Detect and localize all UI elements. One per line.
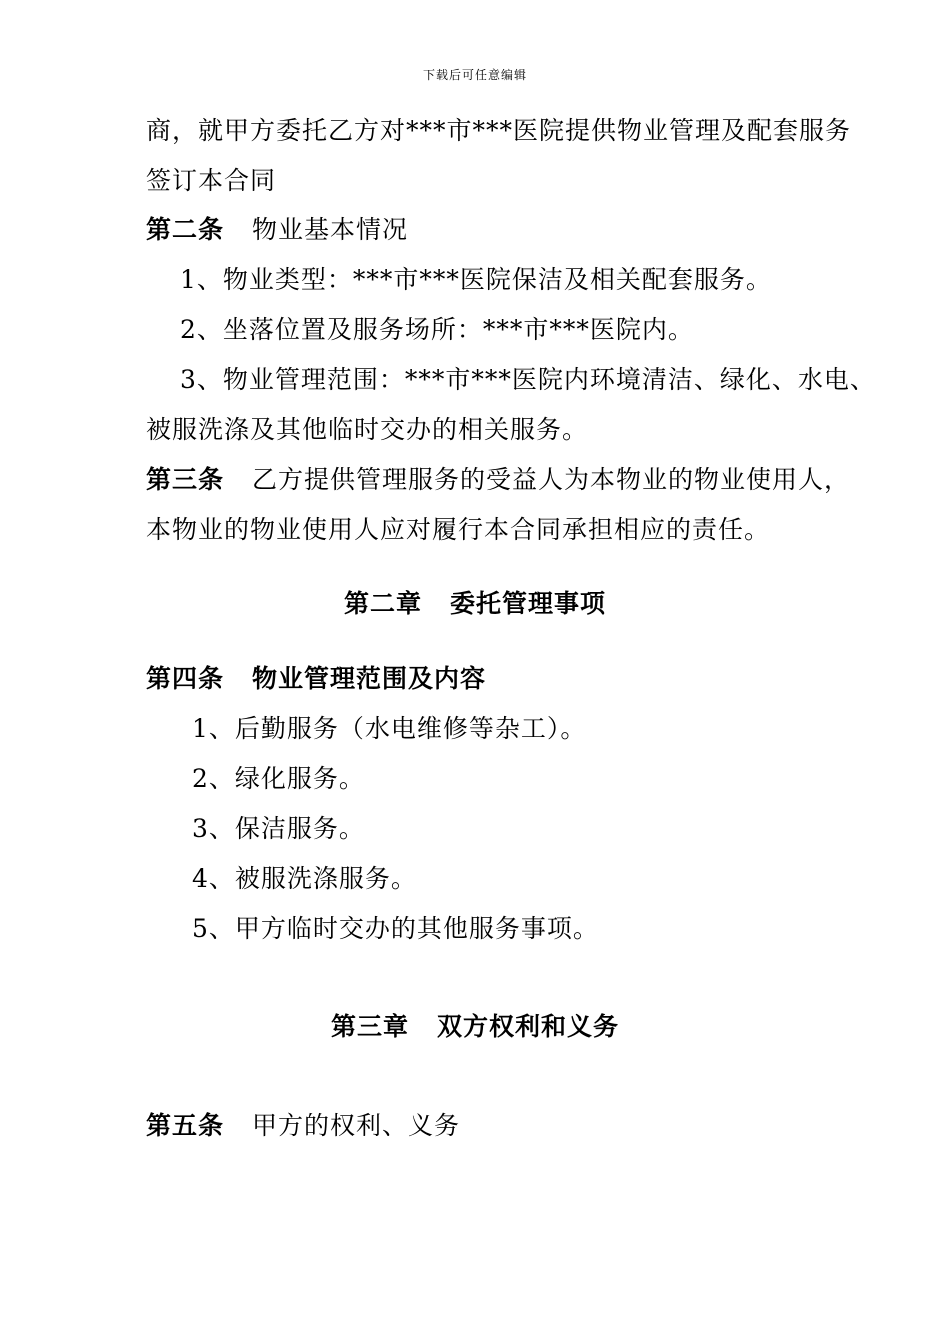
article-label: 第四条	[146, 664, 225, 693]
chapter-title: 双方权利和义务	[437, 1012, 620, 1041]
article-title: 物业基本情况	[252, 215, 409, 244]
article-2-heading	[146, 215, 408, 245]
list-item: 1、后勤服务（水电维修等杂工）。	[192, 714, 587, 743]
paragraph-line: 被服洗涤及其他临时交办的相关服务。	[146, 415, 589, 444]
chapter-2-heading	[0, 589, 950, 619]
list-item: 2、坐落位置及服务场所：***市***医院内。	[180, 315, 694, 344]
article-title: 物业管理范围及内容	[252, 664, 487, 693]
article-label: 第三条	[146, 465, 225, 494]
list-item: 1、物业类型：***市***医院保洁及相关配套服务。	[180, 265, 772, 294]
article-label: 第二条	[146, 215, 225, 244]
paragraph-line: 本物业的物业使用人应对履行本合同承担相应的责任。	[146, 515, 771, 544]
chapter-label: 第二章	[343, 589, 422, 618]
article-text: 乙方提供管理服务的受益人为本物业的物业使用人，	[252, 465, 851, 494]
list-item: 4、被服洗涤服务。	[192, 864, 417, 893]
page-header-note: 下载后可任意编辑	[422, 68, 527, 82]
article-title: 甲方的权利、义务	[252, 1111, 461, 1140]
article-4-heading	[146, 664, 486, 694]
list-item: 3、物业管理范围：***市***医院内环境清洁、绿化、水电、	[180, 365, 876, 394]
paragraph-line: 商，就甲方委托乙方对***市***医院提供物业管理及配套服务	[146, 116, 852, 145]
list-item: 3、保洁服务。	[192, 814, 365, 843]
chapter-title: 委托管理事项	[450, 589, 607, 618]
article-3-heading	[146, 465, 850, 495]
chapter-label: 第三章	[330, 1012, 409, 1041]
chapter-3-heading	[0, 1012, 950, 1042]
paragraph-line: 签订本合同	[146, 166, 277, 195]
article-5-heading	[146, 1111, 460, 1141]
article-label: 第五条	[146, 1111, 225, 1140]
list-item: 2、绿化服务。	[192, 764, 365, 793]
list-item: 5、甲方临时交办的其他服务事项。	[192, 914, 599, 943]
